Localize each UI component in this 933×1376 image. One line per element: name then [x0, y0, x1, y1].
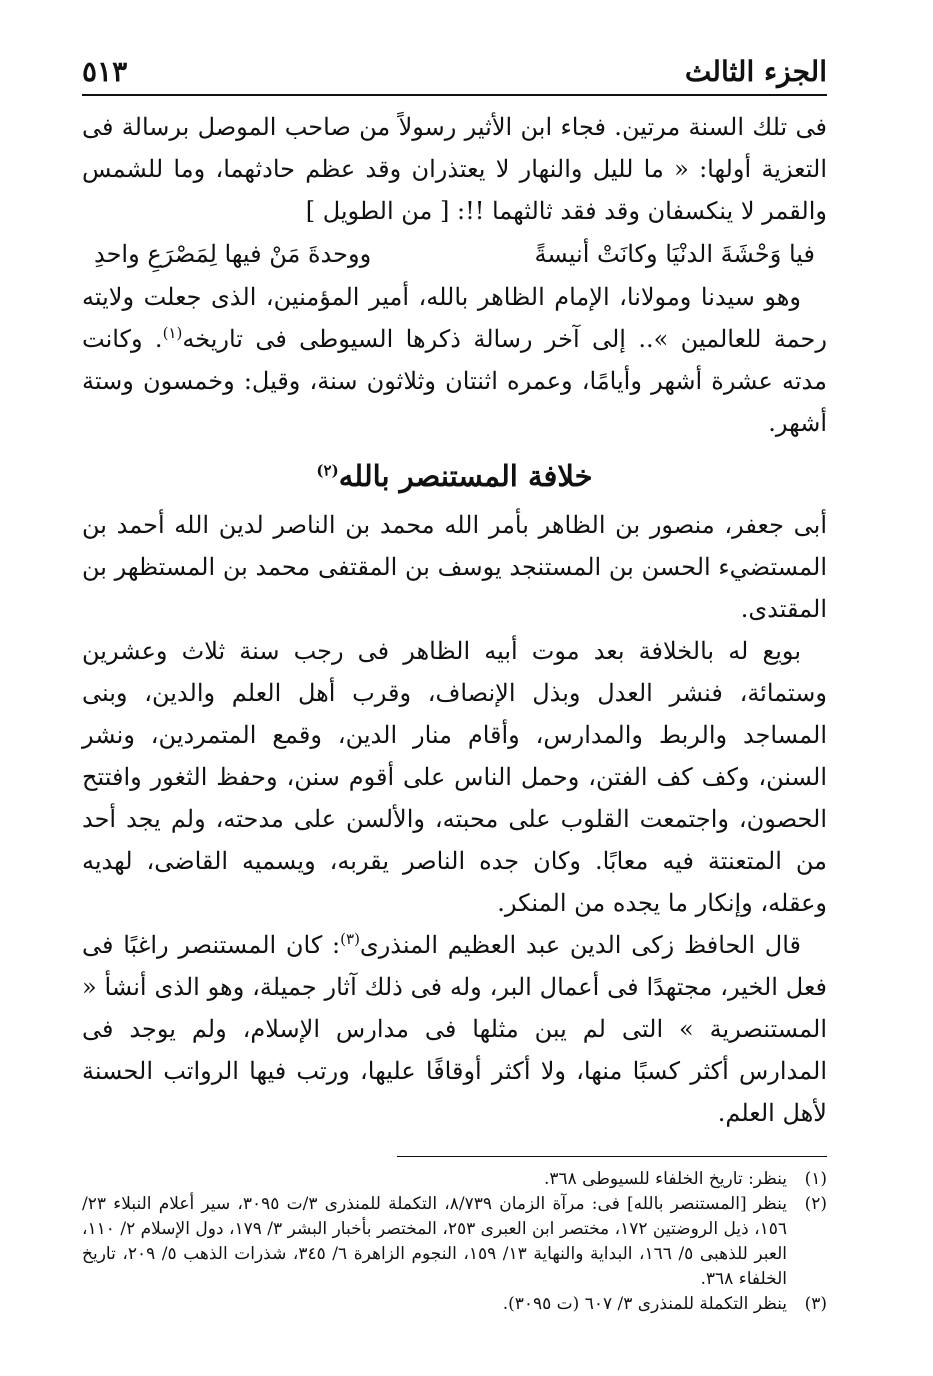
footnote-number: (١) [804, 1169, 827, 1189]
footnote-ref-3: (٣) [340, 930, 360, 948]
paragraph-2-text-b: . وكانت مدته عشرة أشهر وأيامًا، وعمره اثنتان وثلاثون سنة، وقيل: وخمسون وستة أشهر. [82, 325, 827, 437]
verse-second-hemistich: ووحدةَ مَنْ فيها لِمَصْرَعِ واحدِ [94, 240, 372, 268]
paragraph-2 [82, 276, 827, 444]
chapter-heading [82, 448, 827, 504]
page-number: ٥١٣ [82, 55, 128, 89]
footnote-ref-1: (١) [162, 324, 183, 342]
footnote [82, 1167, 827, 1192]
footnote-text: ينظر التكملة للمنذرى ٣/ ٦٠٧ (ت ٣٠٩٥). [502, 1294, 787, 1314]
paragraph-5-text-a: قال الحافظ زكى الدين عبد العظيم المنذرى [359, 931, 801, 959]
paragraph-3: أبى جعفر، منصور بن الظاهر بأمر الله محمد بن الناصر لدين الله أحمد بن المستضيء الحسن بن المستنجد يوسف بن المقتفى محمد بن المستظهر بن المقتدى. [82, 511, 827, 623]
paragraph-5-text-b: : كان المستنصر راغبًا فى فعل الخير، مجتهدًا فى أعمال البر، وله فى ذلك آثار جميلة، وهو الذى أنشأ « المستنصرية » التى لم يبن مثلها فى مدارس الإسلام، ولم يوجد فى المدارس أكثر كسبًا منها، ولا أكثر أوقافًا عليها، ورتب فيها الرواتب الحسنة لأهل العلم. [82, 931, 827, 1127]
chapter-heading-text: خلافة المستنصر بالله [338, 459, 593, 493]
footnote [82, 1192, 827, 1292]
running-header [82, 40, 827, 88]
section-title-header: الجزء الثالث [684, 55, 827, 89]
paragraph-1: فى تلك السنة مرتين. فجاء ابن الأثير رسولاً من صاحب الموصل برسالة فى التعزية أولها: « ما لليل والنهار لا يعتذران وقد عظم حادثهما، وما للشمس والقمر لا ينكسفان وقد فقد ثالثهما !!: [ من الطويل ] [82, 113, 827, 225]
footnote-number: (٢) [804, 1194, 827, 1214]
verse-first-hemistich: فيا وَحْشَةَ الدنْيَا وكانَتْ أنيسةً [534, 240, 815, 268]
footnote [82, 1292, 827, 1317]
poetry-verse [82, 232, 827, 276]
footnote-text: ينظر [المستنصر بالله] فى: مرآة الزمان ٨/٧٣٩، التكملة للمنذرى ٣/ت ٣٠٩٥، سير أعلام النبلاء ٢٣/ ١٥٦، ذيل الروضتين ١٧٢، مختصر ابن العبرى ٢٥٣، المختصر بأخبار البشر ٣/ ١٧٩، دول الإسلام ٢/ ١١٠، العبر للذهبى ٥/ ١٦٦، البداية والنهاية ١٣/ ١٥٩، النجوم الزاهرة ٦/ ٣٤٥، شذرات الذهب ٥/ ٢٠٩، تاريخ الخلفاء ٣٦٨. [82, 1194, 787, 1289]
footnotes [82, 1167, 827, 1317]
paragraph-5 [82, 924, 827, 1134]
paragraph-4: بويع له بالخلافة بعد موت أبيه الظاهر فى رجب سنة ثلاث وعشرين وستمائة، فنشر العدل وبذل الإنصاف، وقرب أهل العلم والدين، وبنى المساجد والربط والمدارس، وأقام منار الدين، وقمع المتمردين، ونشر السنن، وكف كف الفتن، وحمل الناس على أقوم سنن، وحفظ الثغور وافتتح الحصون، واجتمعت القلوب على محبته، والألسن على مدحته، ولم يجد أحد من المتعنتة فيه معابًا. وكان جده الناصر يقربه، ويسميه القاضى، لهديه وعقله، وإنكار ما يجده من المنكر. [82, 637, 827, 917]
book-page [82, 40, 827, 1317]
footnote-rule [397, 1156, 827, 1157]
footnote-ref-2: (٢) [316, 461, 339, 480]
footnote-text: ينظر: تاريخ الخلفاء للسيوطى ٣٦٨. [543, 1169, 787, 1189]
footnote-number: (٣) [804, 1294, 827, 1314]
header-rule [82, 94, 827, 96]
paragraph-2-text-a: وهو سيدنا ومولانا، الإمام الظاهر بالله، أمير المؤمنين، الذى جعلت ولايته رحمة للعالمين ».. إلى آخر رسالة ذكرها السيوطى فى تاريخه [82, 283, 827, 353]
